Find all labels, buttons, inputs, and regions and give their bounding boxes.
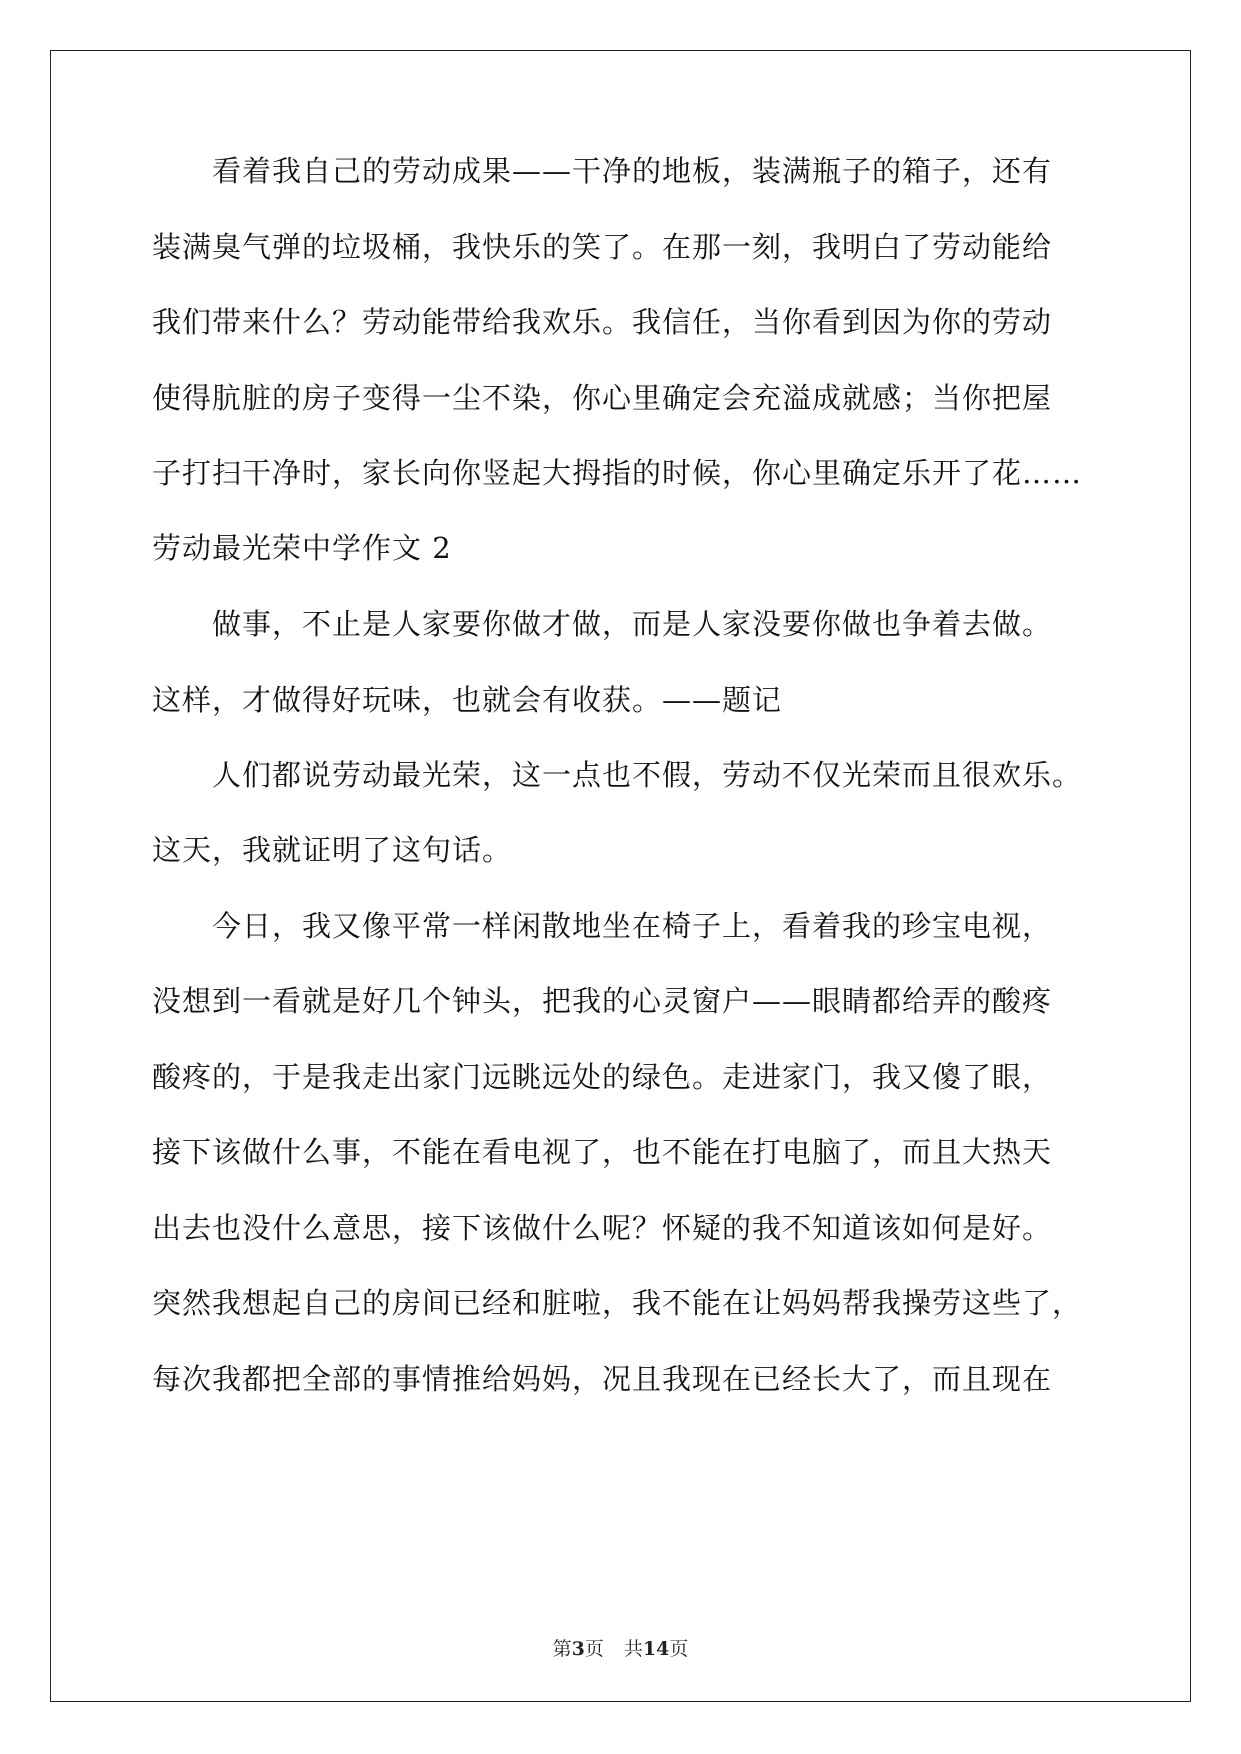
section-heading: 劳动最光荣中学作文 2 (152, 531, 452, 565)
text-line: 出去也没什么意思，接下该做什么呢？怀疑的我不知道该如何是好。 (152, 1211, 1053, 1245)
page-total: 14 (642, 1638, 670, 1660)
text-line: 这样，才做得好玩味，也就会有收获。——题记 (152, 683, 783, 717)
text-line: 接下该做什么事，不能在看电视了，也不能在打电脑了，而且大热天 (152, 1135, 1053, 1169)
text-line: 子打扫干净时，家长向你竖起大拇指的时候，你心里确定乐开了花…… (152, 456, 1083, 490)
total-prefix: 共 (623, 1638, 643, 1660)
text-line: 每次我都把全部的事情推给妈妈，况且我现在已经长大了，而且现在 (152, 1362, 1053, 1396)
text-line: 看着我自己的劳动成果——干净的地板，装满瓶子的箱子，还有 (212, 154, 1053, 188)
text-line: 使得肮脏的房子变得一尘不染，你心里确定会充溢成就感；当你把屋 (152, 381, 1053, 415)
total-suffix: 页 (669, 1638, 689, 1660)
text-line: 今日，我又像平常一样闲散地坐在椅子上，看着我的珍宝电视， (212, 909, 1053, 943)
page-current: 3 (571, 1638, 585, 1660)
text-line: 我们带来什么？劳动能带给我欢乐。我信任，当你看到因为你的劳动 (152, 305, 1053, 339)
text-line: 没想到一看就是好几个钟头，把我的心灵窗户——眼睛都给弄的酸疼 (152, 984, 1053, 1018)
text-line: 突然我想起自己的房间已经和脏啦，我不能在让妈妈帮我操劳这些了， (152, 1286, 1083, 1320)
page-prefix: 第 (552, 1638, 572, 1660)
page-footer (0, 1637, 1241, 1661)
text-line: 装满臭气弹的垃圾桶，我快乐的笑了。在那一刻，我明白了劳动能给 (152, 230, 1053, 264)
page-suffix: 页 (584, 1638, 604, 1660)
page-border (50, 50, 1191, 1702)
text-line: 这天，我就证明了这句话。 (152, 833, 513, 867)
text-line: 酸疼的，于是我走出家门远眺远处的绿色。走进家门，我又傻了眼， (152, 1060, 1053, 1094)
text-line: 做事，不止是人家要你做才做，而是人家没要你做也争着去做。 (212, 607, 1053, 641)
text-line: 人们都说劳动最光荣，这一点也不假，劳动不仅光荣而且很欢乐。 (212, 758, 1083, 792)
